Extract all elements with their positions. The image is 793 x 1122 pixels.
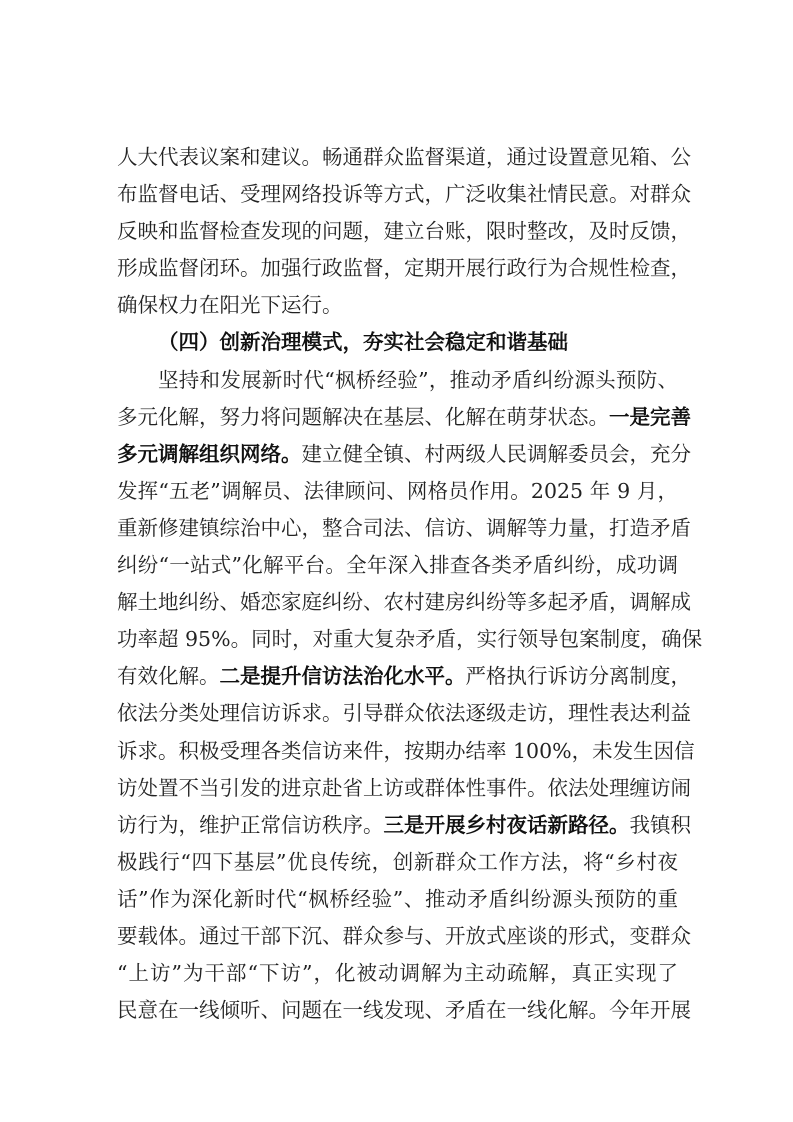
- text-segment: 形成监督闭环。加强行政监督，定期开展行政行为合规性检查，: [117, 256, 691, 281]
- text-line: [117, 362, 678, 399]
- text-segment: 极践行“四下基层”优良传统，创新群众工作方法，将“乡村夜: [117, 849, 678, 874]
- text-segment: 话”作为深化新时代“枫桥经验”、推动矛盾纠纷源头预防的重: [117, 886, 678, 911]
- text-line: [117, 213, 691, 250]
- text-segment: 发挥“五老”调解员、法律顾问、网格员作用。2025 年 9 月，: [117, 478, 678, 503]
- bold-lead-phrase: 三是开展乡村夜话新路径。: [383, 812, 630, 837]
- text-line: [117, 658, 691, 695]
- text-segment: 依法分类处理信访诉求。引导群众依法逐级走访，理性表达利益: [117, 701, 691, 726]
- text-segment: 要载体。通过干部下沉、群众参与、开放式座谈的形式，变群众: [117, 923, 691, 948]
- text-segment: 纠纷“一站式”化解平台。全年深入排查各类矛盾纠纷，成功调: [117, 553, 678, 578]
- text-segment: 布监督电话、受理网络投诉等方式，广泛收集社情民意。对群众: [117, 182, 691, 207]
- section-heading: [117, 324, 678, 361]
- text-line: [117, 844, 678, 881]
- text-segment: 访处置不当引发的进京赴省上访或群体性事件。依法处理缠访闹: [117, 775, 691, 800]
- text-segment: 严格执行诉访分离制度，: [465, 664, 691, 689]
- text-segment: 建立健全镇、村两级人民调解委员会，充分: [301, 441, 691, 466]
- text-line: [117, 955, 678, 992]
- text-line: [117, 770, 691, 807]
- text-line: [117, 287, 678, 324]
- text-line: [117, 584, 691, 621]
- text-segment: 确保权力在阳光下运行。: [117, 293, 343, 318]
- text-line: [117, 621, 703, 658]
- text-segment: 访行为，维护正常信访秩序。: [117, 812, 384, 837]
- text-segment: 我镇积: [629, 812, 691, 837]
- text-segment: 诉求。积极受理各类信访来件，按期办结率 100%，未发生因信: [117, 738, 695, 763]
- text-line: [117, 881, 678, 918]
- text-segment: 多元化解，努力将问题解决在基层、化解在萌芽状态。: [117, 404, 609, 429]
- text-line: [117, 139, 691, 176]
- text-segment: 有效化解。: [117, 664, 220, 689]
- text-segment: 解土地纠纷、婚恋家庭纠纷、农村建房纠纷等多起矛盾，调解成: [117, 590, 691, 615]
- text-line: [117, 733, 695, 770]
- text-segment: 坚持和发展新时代“枫桥经验”，推动矛盾纠纷源头预防、: [158, 367, 678, 392]
- text-line: [117, 695, 691, 732]
- document-page: [117, 139, 703, 1029]
- bold-lead-phrase: 多元调解组织网络。: [117, 441, 302, 466]
- text-line: [117, 510, 691, 547]
- text-line: [117, 436, 691, 473]
- text-segment: 人大代表议案和建议。畅通群众监督渠道，通过设置意见箱、公: [117, 145, 691, 169]
- bold-lead-phrase: 二是提升信访法治化水平。: [219, 664, 466, 689]
- text-line: [117, 176, 691, 213]
- text-line: [117, 399, 691, 436]
- text-line: [117, 807, 691, 844]
- text-segment: （四）创新治理模式，夯实社会稳定和谐基础: [158, 330, 568, 355]
- text-segment: “上访”为干部“下访”，化被动调解为主动疏解，真正实现了: [117, 961, 678, 986]
- bold-lead-phrase: 一是完善: [609, 404, 691, 429]
- text-segment: 重新修建镇综治中心，整合司法、信访、调解等力量，打造矛盾: [117, 515, 691, 540]
- text-line: [117, 992, 691, 1029]
- text-line: [117, 918, 691, 955]
- text-line: [117, 547, 678, 584]
- text-line: [117, 473, 678, 510]
- text-segment: 功率超 95%。同时，对重大复杂矛盾，实行领导包案制度，确保: [117, 627, 703, 652]
- text-segment: 民意在一线倾听、问题在一线发现、矛盾在一线化解。今年开展: [117, 998, 691, 1023]
- text-segment: 反映和监督检查发现的问题，建立台账，限时整改，及时反馈，: [117, 219, 691, 244]
- text-line: [117, 250, 691, 287]
